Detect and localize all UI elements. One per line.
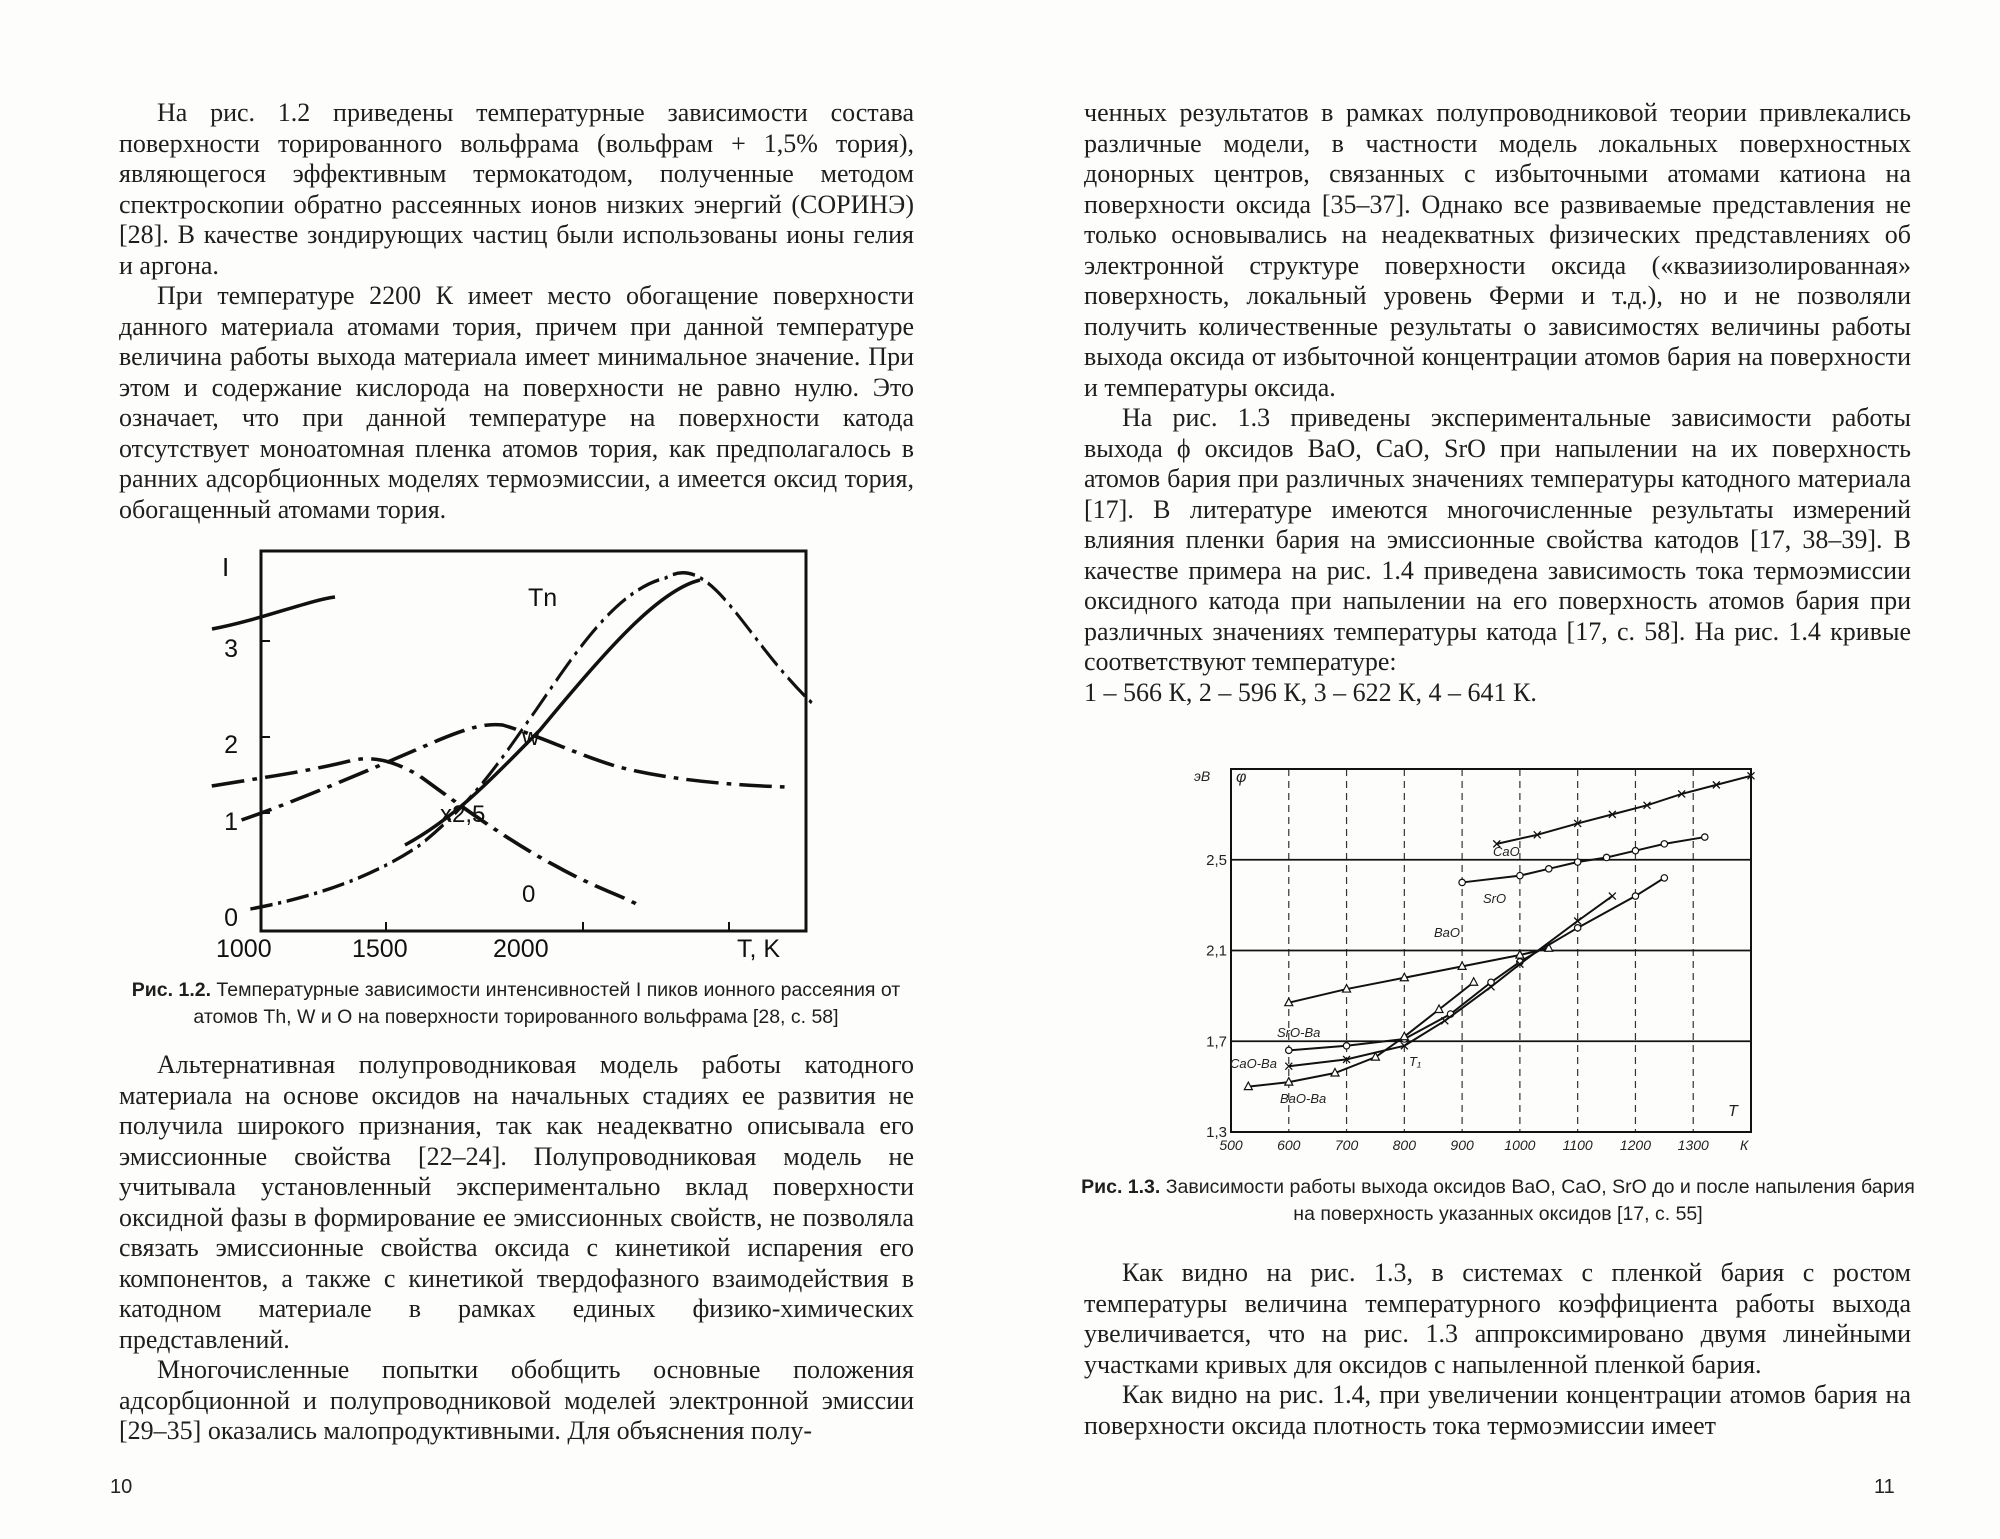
x-tick-label: 1000 [1504, 1137, 1536, 1152]
data-point [1574, 925, 1580, 931]
label-x2-5: x2,5 [440, 801, 486, 828]
page-number-left: 10 [110, 1476, 133, 1498]
figure-1-2-chart [200, 540, 840, 970]
right-text-top [1084, 98, 1911, 708]
data-point [1517, 872, 1523, 878]
paragraph: При температуре 2200 К имеет место обогащение поверхности данного материала атомами тория, причем при данной температуре величина работы выхода материала имеет минимальное значение. При этом и содержание кислорода на поверхности не равно нулю. Это означает, что при данной температуре на поверхности катода отсутствует моноатомная пленка атомов тория, как предполагалось в ранних адсорбционных моделях термоэмиссии, а имеется оксид тория, обогащенный атомами тория. [119, 281, 914, 524]
label-sro: SrO [1483, 891, 1507, 906]
data-point [1470, 978, 1478, 986]
data-point [1609, 893, 1616, 900]
data-point [1459, 879, 1465, 885]
curve-th-solid-peak [465, 602, 535, 638]
x-axis-label: T, K [737, 935, 781, 963]
y-tick-label: 2,5 [1206, 851, 1227, 869]
y-tick-label: 1 [224, 808, 238, 836]
data-point [1702, 834, 1708, 840]
right-text-bottom [1084, 1258, 1911, 1441]
y-tick-label: 0 [224, 904, 238, 932]
x-tick-label: 1500 [352, 935, 408, 963]
x-tick-label: 1200 [1619, 1137, 1652, 1152]
data-point [1441, 1017, 1448, 1024]
label-tn: Tn [528, 584, 558, 612]
x-tick-label: 1000 [216, 935, 272, 963]
label-cao-ba: CaO-Ba [1230, 1056, 1277, 1071]
x-tick-label: 800 [1392, 1137, 1417, 1152]
curve-solid-b [212, 597, 335, 629]
x-axis-symbol: T [1728, 1103, 1738, 1120]
figure-1-3-caption [1068, 1174, 1928, 1228]
paragraph: Многочисленные попытки обобщить основные положения адсорбционной и полупроводниковой моделей электронной эмиссии [29–35] оказались малопродуктивными. Для объяснения полу- [119, 1355, 914, 1445]
caption-label: Рис. 1.2. [131, 979, 211, 1001]
data-point [1286, 1047, 1292, 1053]
x-tick-labels [216, 935, 549, 963]
label-sro-ba: SrO-Ba [1277, 1025, 1321, 1040]
curve-o [212, 759, 637, 904]
y-unit-label: эВ [1194, 768, 1211, 784]
label-o: 0 [522, 881, 536, 908]
x-tick-label: 1300 [1677, 1137, 1709, 1152]
label-t1: T₁ [1409, 1054, 1422, 1069]
y-tick-label: 3 [224, 635, 238, 663]
caption-text: Температурные зависимости интенсивностей I пиков ионного рассеяния от атомов Th, W и O на поверхности торированного вольфрама [28, с. 58] [193, 979, 901, 1028]
paragraph: 1 – 566 К, 2 – 596 К, 3 – 622 К, 4 – 641 К. [1084, 677, 1537, 707]
label-bao-ba: BaO-Ba [1280, 1091, 1327, 1106]
x-tick-labels [1219, 1137, 1709, 1152]
left-text-top [119, 98, 914, 525]
series-line-bao [1289, 948, 1549, 1002]
paragraph: На рис. 1.2 приведены температурные зависимости состава поверхности торированного вольфрама (вольфрам + 1,5% тория), являющегося эффективным термокатодом, полученные методом спектроскопии обратно рассеянных ионов низких энергий (СОРИНЭ) [28]. В качестве зондирующих частиц были использованы ионы гелия и аргона. [119, 98, 914, 280]
label-w: w [522, 724, 540, 751]
label-cao: CaO [1493, 844, 1520, 859]
caption-label: Рис. 1.3. [1081, 1176, 1161, 1198]
y-axis-symbol: φ [1236, 769, 1247, 786]
data-point [1632, 847, 1638, 853]
y-tick-label: 1,3 [1206, 1124, 1227, 1141]
y-tick-label: 1,7 [1206, 1033, 1227, 1051]
data-point [1661, 875, 1667, 881]
x-tick-label: 700 [1334, 1137, 1359, 1152]
figure-1-3-chart [1190, 760, 1790, 1152]
label-bao: BaO [1434, 925, 1461, 940]
data-point [1343, 1043, 1349, 1049]
data-point [1661, 841, 1667, 847]
x-tick-label: 600 [1277, 1137, 1301, 1152]
y-tick-label: 2 [224, 731, 238, 759]
x-tick-label: 500 [1219, 1137, 1243, 1152]
paragraph: Как видно на рис. 1.3, в системах с пленкой бария с ростом температуры величина температурного коэффициента работы выхода увеличивается, что на рис. 1.3 аппроксимировано двумя линейными участками кривых для оксидов с напыленной пленкой бария. [1084, 1258, 1911, 1379]
data-point [1603, 854, 1609, 860]
y-axis-label: I [222, 552, 230, 582]
y-tick-label: 2,1 [1206, 942, 1227, 960]
x-tick-label: 900 [1450, 1137, 1474, 1152]
left-text-bottom [119, 1050, 914, 1447]
series-line-cao [1497, 776, 1751, 844]
caption-text: Зависимости работы выхода оксидов BaO, CaO, SrO до и после напыления бария на поверхность указанных оксидов [17, с. 55] [1165, 1176, 1915, 1225]
y-tick-labels [1206, 852, 1227, 1141]
data-point [1632, 893, 1638, 899]
data-point [1546, 866, 1552, 872]
x-unit-label: К [1740, 1137, 1749, 1152]
x-tick-label: 1100 [1562, 1137, 1593, 1152]
right-page [1000, 0, 2000, 1539]
paragraph: Альтернативная полупроводниковая модель работы катодного материала на основе оксидов на начальных стадиях ее развития не получила широкого признания, так как неадекватно описывала его эмиссионные свойства [22–24]. Полупроводниковая модель не учитывала установленный экспериментально вклад поверхности оксидной фазы в формирование ее эмиссионных свойств, не позволяла связать эмиссионные свойства оксида с кинетикой испарения его компонентов, а также с кинетикой твердофазного взаимодействия в катодном материале в рамках единых физико-химических представлений. [119, 1050, 914, 1354]
paragraph: ченных результатов в рамках полупроводниковой теории привлекались различные модели, в частности модель локальных поверхностных донорных центров, связанных с избыточными атомами катиона на поверхности оксида [35–37]. Однако все развиваемые представления не только основывались на неадекватных физических представлениях об электронной структуре поверхности оксида («квазиизолированная» поверхность, локальный уровень Ферми и т.д.), но и не позволяли получить количественные результаты о зависимостях величины работы выхода оксида от избыточной концентрации атомов бария на поверхности и температуры оксида. [1084, 98, 1911, 402]
page-number-right: 11 [1874, 1476, 1895, 1498]
data-point [1574, 859, 1580, 865]
paragraph: Как видно на рис. 1.4, при увеличении концентрации атомов бария на поверхности оксида плотность тока термоэмиссии имеет [1084, 1380, 1911, 1440]
x-tick-label: 2000 [493, 935, 549, 963]
figure-1-2-caption [110, 977, 922, 1031]
paragraph: На рис. 1.3 приведены экспериментальные зависимости работы выхода ϕ оксидов BaO, CaO, SrO при напылении на их поверхность атомов бария при различных значениях температуры катодного материала [17]. В литературе имеются многочисленные результаты измерений влияния пленки бария на эмиссионные свойства катодов [17, 38–39]. В качестве примера на рис. 1.4 приведена зависимость тока термоэмиссии оксидного катода при напылении на его поверхность атомов бария при различных значениях температуры катода [17, с. 58]. На рис. 1.4 кривые соответствуют температуре: [1084, 403, 1911, 676]
